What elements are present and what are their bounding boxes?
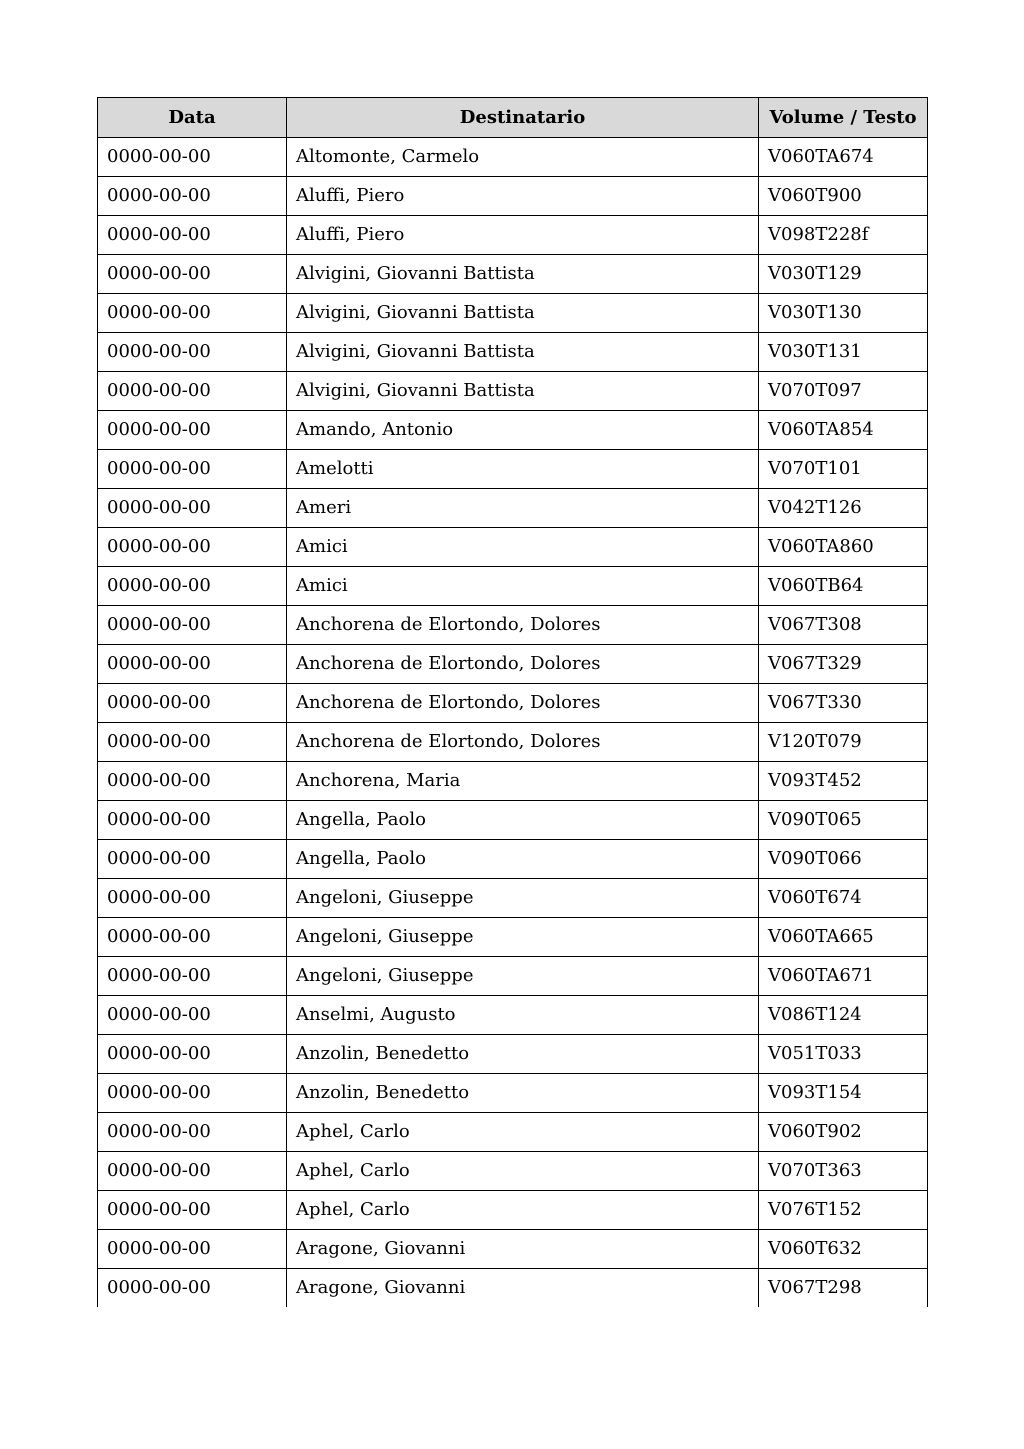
cell-volume-testo: V070T097 [759, 372, 928, 411]
cell-volume-testo: V030T131 [759, 333, 928, 372]
cell-data: 0000-00-00 [98, 840, 287, 879]
table-row [98, 1113, 928, 1152]
cell-data: 0000-00-00 [98, 255, 287, 294]
table-row [98, 216, 928, 255]
table-row [98, 411, 928, 450]
cell-data: 0000-00-00 [98, 567, 287, 606]
table-row [98, 645, 928, 684]
cell-volume-testo: V067T329 [759, 645, 928, 684]
cell-destinatario: Angella, Paolo [287, 801, 759, 840]
letters-table [97, 97, 928, 1307]
cell-volume-testo: V086T124 [759, 996, 928, 1035]
cell-data: 0000-00-00 [98, 450, 287, 489]
cell-destinatario: Angeloni, Giuseppe [287, 879, 759, 918]
cell-data: 0000-00-00 [98, 411, 287, 450]
cell-destinatario: Amici [287, 567, 759, 606]
table-row [98, 567, 928, 606]
cell-volume-testo: V076T152 [759, 1191, 928, 1230]
cell-volume-testo: V070T363 [759, 1152, 928, 1191]
document-page [97, 97, 927, 1307]
table-row [98, 723, 928, 762]
cell-destinatario: Amelotti [287, 450, 759, 489]
cell-destinatario: Anselmi, Augusto [287, 996, 759, 1035]
cell-data: 0000-00-00 [98, 684, 287, 723]
table-row [98, 918, 928, 957]
cell-volume-testo: V093T154 [759, 1074, 928, 1113]
cell-volume-testo: V042T126 [759, 489, 928, 528]
table-row [98, 606, 928, 645]
cell-destinatario: Aragone, Giovanni [287, 1230, 759, 1269]
table-row [98, 450, 928, 489]
cell-data: 0000-00-00 [98, 1152, 287, 1191]
cell-destinatario: Amando, Antonio [287, 411, 759, 450]
cell-data: 0000-00-00 [98, 996, 287, 1035]
header-volume-testo: Volume / Testo [759, 98, 928, 138]
cell-destinatario: Anchorena de Elortondo, Dolores [287, 606, 759, 645]
table-row [98, 1152, 928, 1191]
table-header [98, 98, 928, 138]
table-row [98, 684, 928, 723]
table-row [98, 957, 928, 996]
cell-volume-testo: V098T228f [759, 216, 928, 255]
cell-destinatario: Angeloni, Giuseppe [287, 918, 759, 957]
cell-volume-testo: V093T452 [759, 762, 928, 801]
cell-volume-testo: V060TA674 [759, 138, 928, 177]
table-row [98, 996, 928, 1035]
header-destinatario: Destinatario [287, 98, 759, 138]
cell-volume-testo: V060T632 [759, 1230, 928, 1269]
cell-destinatario: Aphel, Carlo [287, 1191, 759, 1230]
table-row [98, 840, 928, 879]
table-row [98, 1269, 928, 1308]
cell-volume-testo: V030T130 [759, 294, 928, 333]
cell-destinatario: Altomonte, Carmelo [287, 138, 759, 177]
table-row [98, 879, 928, 918]
table-row [98, 801, 928, 840]
cell-data: 0000-00-00 [98, 294, 287, 333]
table-row [98, 1230, 928, 1269]
table-row [98, 1035, 928, 1074]
cell-data: 0000-00-00 [98, 1074, 287, 1113]
table-row [98, 762, 928, 801]
cell-data: 0000-00-00 [98, 1035, 287, 1074]
cell-destinatario: Alvigini, Giovanni Battista [287, 294, 759, 333]
cell-volume-testo: V090T065 [759, 801, 928, 840]
cell-data: 0000-00-00 [98, 645, 287, 684]
cell-data: 0000-00-00 [98, 528, 287, 567]
cell-volume-testo: V060TA671 [759, 957, 928, 996]
cell-data: 0000-00-00 [98, 216, 287, 255]
cell-data: 0000-00-00 [98, 372, 287, 411]
cell-destinatario: Alvigini, Giovanni Battista [287, 372, 759, 411]
cell-data: 0000-00-00 [98, 1269, 287, 1308]
cell-volume-testo: V030T129 [759, 255, 928, 294]
cell-volume-testo: V060T900 [759, 177, 928, 216]
cell-destinatario: Aluffi, Piero [287, 177, 759, 216]
cell-volume-testo: V067T308 [759, 606, 928, 645]
cell-destinatario: Anchorena de Elortondo, Dolores [287, 723, 759, 762]
cell-volume-testo: V060TB64 [759, 567, 928, 606]
cell-destinatario: Amici [287, 528, 759, 567]
cell-destinatario: Alvigini, Giovanni Battista [287, 333, 759, 372]
cell-destinatario: Ameri [287, 489, 759, 528]
cell-destinatario: Aphel, Carlo [287, 1113, 759, 1152]
cell-data: 0000-00-00 [98, 918, 287, 957]
cell-destinatario: Anzolin, Benedetto [287, 1035, 759, 1074]
cell-data: 0000-00-00 [98, 801, 287, 840]
cell-destinatario: Anchorena de Elortondo, Dolores [287, 645, 759, 684]
cell-volume-testo: V060TA665 [759, 918, 928, 957]
table-row [98, 1074, 928, 1113]
cell-volume-testo: V090T066 [759, 840, 928, 879]
cell-volume-testo: V060T674 [759, 879, 928, 918]
cell-volume-testo: V070T101 [759, 450, 928, 489]
cell-data: 0000-00-00 [98, 138, 287, 177]
cell-destinatario: Angella, Paolo [287, 840, 759, 879]
cell-data: 0000-00-00 [98, 762, 287, 801]
cell-volume-testo: V067T330 [759, 684, 928, 723]
table-row [98, 372, 928, 411]
cell-volume-testo: V060TA854 [759, 411, 928, 450]
cell-data: 0000-00-00 [98, 723, 287, 762]
cell-data: 0000-00-00 [98, 957, 287, 996]
cell-volume-testo: V120T079 [759, 723, 928, 762]
table-body [98, 138, 928, 1308]
cell-data: 0000-00-00 [98, 1113, 287, 1152]
cell-destinatario: Angeloni, Giuseppe [287, 957, 759, 996]
cell-destinatario: Anchorena de Elortondo, Dolores [287, 684, 759, 723]
cell-destinatario: Aphel, Carlo [287, 1152, 759, 1191]
table-row [98, 255, 928, 294]
cell-destinatario: Anchorena, Maria [287, 762, 759, 801]
table-row [98, 489, 928, 528]
cell-data: 0000-00-00 [98, 177, 287, 216]
cell-data: 0000-00-00 [98, 1191, 287, 1230]
header-row [98, 98, 928, 138]
cell-volume-testo: V067T298 [759, 1269, 928, 1308]
cell-volume-testo: V051T033 [759, 1035, 928, 1074]
table-row [98, 177, 928, 216]
cell-data: 0000-00-00 [98, 879, 287, 918]
cell-volume-testo: V060T902 [759, 1113, 928, 1152]
cell-destinatario: Aragone, Giovanni [287, 1269, 759, 1308]
cell-destinatario: Anzolin, Benedetto [287, 1074, 759, 1113]
cell-data: 0000-00-00 [98, 489, 287, 528]
table-row [98, 138, 928, 177]
table-row [98, 1191, 928, 1230]
table-row [98, 333, 928, 372]
header-data: Data [98, 98, 287, 138]
cell-destinatario: Alvigini, Giovanni Battista [287, 255, 759, 294]
cell-data: 0000-00-00 [98, 1230, 287, 1269]
table-row [98, 528, 928, 567]
cell-destinatario: Aluffi, Piero [287, 216, 759, 255]
cell-data: 0000-00-00 [98, 606, 287, 645]
cell-volume-testo: V060TA860 [759, 528, 928, 567]
cell-data: 0000-00-00 [98, 333, 287, 372]
table-row [98, 294, 928, 333]
